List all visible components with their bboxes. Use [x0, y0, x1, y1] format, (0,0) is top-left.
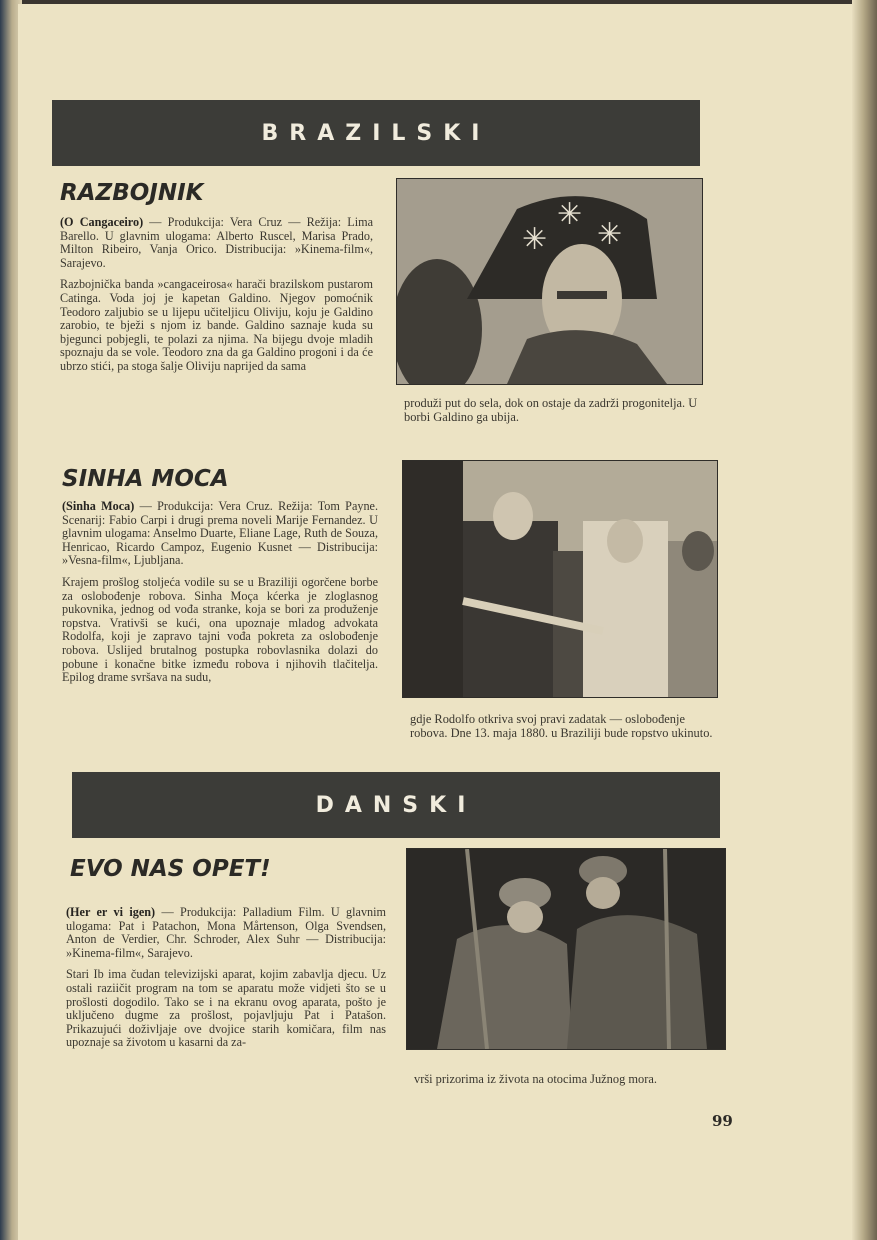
- film-still-sinha-moca: [402, 460, 718, 698]
- page-number: 99: [712, 1112, 733, 1130]
- film-credits: [62, 500, 378, 568]
- film-title-razbojnik: RAZBOJNIK: [60, 180, 204, 206]
- film-still-razbojnik: [396, 178, 703, 385]
- film-synopsis: Stari Ib ima čudan televizijski aparat, kojim zabavlja djecu. Uz ostali raziičit program na tom se aparatu može vidjeti što se u prošlosti dogodilo. Tako se i na ekranu ovog aparata, pošto je uključeno dugme za prošlost, pojavljuju Pat i Patašon. Prikazujući doživljaje ove dvojice starih komičara, film nas upoznaje sa životom u kasarni da za-: [66, 967, 386, 1050]
- film-text-razbojnik: [60, 216, 373, 382]
- credits-text: — Produkcija: Palladium Film. U glavnim ulogama: Pat i Patachon, Mona Mårtenson, Olga Svendsen, Anton de Verdier, Chr. Schroder, Alex Suhr — Distribucija: »Kinema-film«, Sarajevo.: [66, 905, 386, 960]
- original-title: (Sinha Moca): [62, 499, 135, 513]
- film-text-evo-nas-opet: [66, 906, 386, 1058]
- section-banner-danski: DANSKI: [72, 772, 720, 838]
- credits-text: — Produkcija: Vera Cruz. Režija: Tom Payne. Scenarij: Fabio Carpi i drugi prema noveli Marije Fernandez. U glavnim ulogama: Anselmo Duarte, Eliane Lage, Ruth de Souza, Henricao, Ricardo Campoz, Eugenio Kusnet — Distribucija: »Vesna-film«, Ljubljana.: [62, 499, 379, 568]
- credits-text: — Produkcija: Vera Cruz — Režija: Lima Barello. U glavnim ulogama: Alberto Ruscel, Marisa Prado, Milton Ribeiro, Vanja Orico. Distribucija: »Kinema-film«, Sarajevo.: [60, 215, 373, 270]
- film-synopsis: Razbojnička banda »cangaceirosa« harači brazilskom pustarom Catinga. Voda joj je kapetan Galdino. Njegov pomoćnik Teodoro zaljubio se u lijepu učiteljicu Oliviju, koju je Galdino zarobio, te bježi s njom iz bande. Galdino saznaje kuda su bjegunci pobjegli, te polazi za njima. Na bijegu dvoje mladih spoznaju da se vole. Teodoro zna da ga Galdino progoni i da će ubrzo stići, pa stoga šalje Oliviju naprijed da sama: [60, 277, 373, 373]
- film-text-sinha-moca: [62, 500, 378, 693]
- film-synopsis: Krajem prošlog stoljeća vodile su se u Braziliji ogorčene borbe za oslobođenje robova. Sinha Moça kćerka je zloglasnog pukovnika, jednog od vođa stranke, koja se bori za produženje ropstva. Vrativši se kući, ona upoznaje mladog advokata Rodolfa, koji je zapravo tajni vođa pokreta za oslobođenje robova. Uslijed brutalnog postupka robovlasnika dolazi do pobune i konačne bitke između robova i njihovih tlačitelja. Epilog drame svršava na sudu,: [62, 574, 378, 685]
- original-title: (Her er vi igen): [66, 905, 156, 919]
- svg-text:✳: ✳: [597, 217, 623, 252]
- photo-caption-sinha-moca: gdje Rodolfo otkriva svoj pravi zadatak — oslobođenje robova. Dne 13. maja 1880. u Braziliji bude ropstvo ukinuto.: [410, 712, 713, 740]
- svg-text:✳: ✳: [522, 222, 548, 257]
- photo-caption-razbojnik: produži put do sela, dok on ostaje da zadrži progonitelja. U borbi Galdino ga ubija.: [404, 396, 698, 424]
- film-title-evo-nas-opet: EVO NAS OPET!: [70, 856, 271, 882]
- photo-caption-evo-nas-opet: vrši prizorima iz života na otocima Južnog mora.: [414, 1072, 657, 1086]
- page-edge: [852, 0, 877, 1240]
- svg-text:✳: ✳: [557, 197, 583, 232]
- film-title-sinha-moca: SINHA MOCA: [62, 466, 229, 492]
- section-banner-brazilski: BRAZILSKI: [52, 100, 700, 166]
- film-still-evo-nas-opet: [406, 848, 726, 1050]
- original-title: (O Cangaceiro): [60, 215, 144, 229]
- film-credits: [66, 906, 386, 960]
- film-credits: [60, 216, 373, 270]
